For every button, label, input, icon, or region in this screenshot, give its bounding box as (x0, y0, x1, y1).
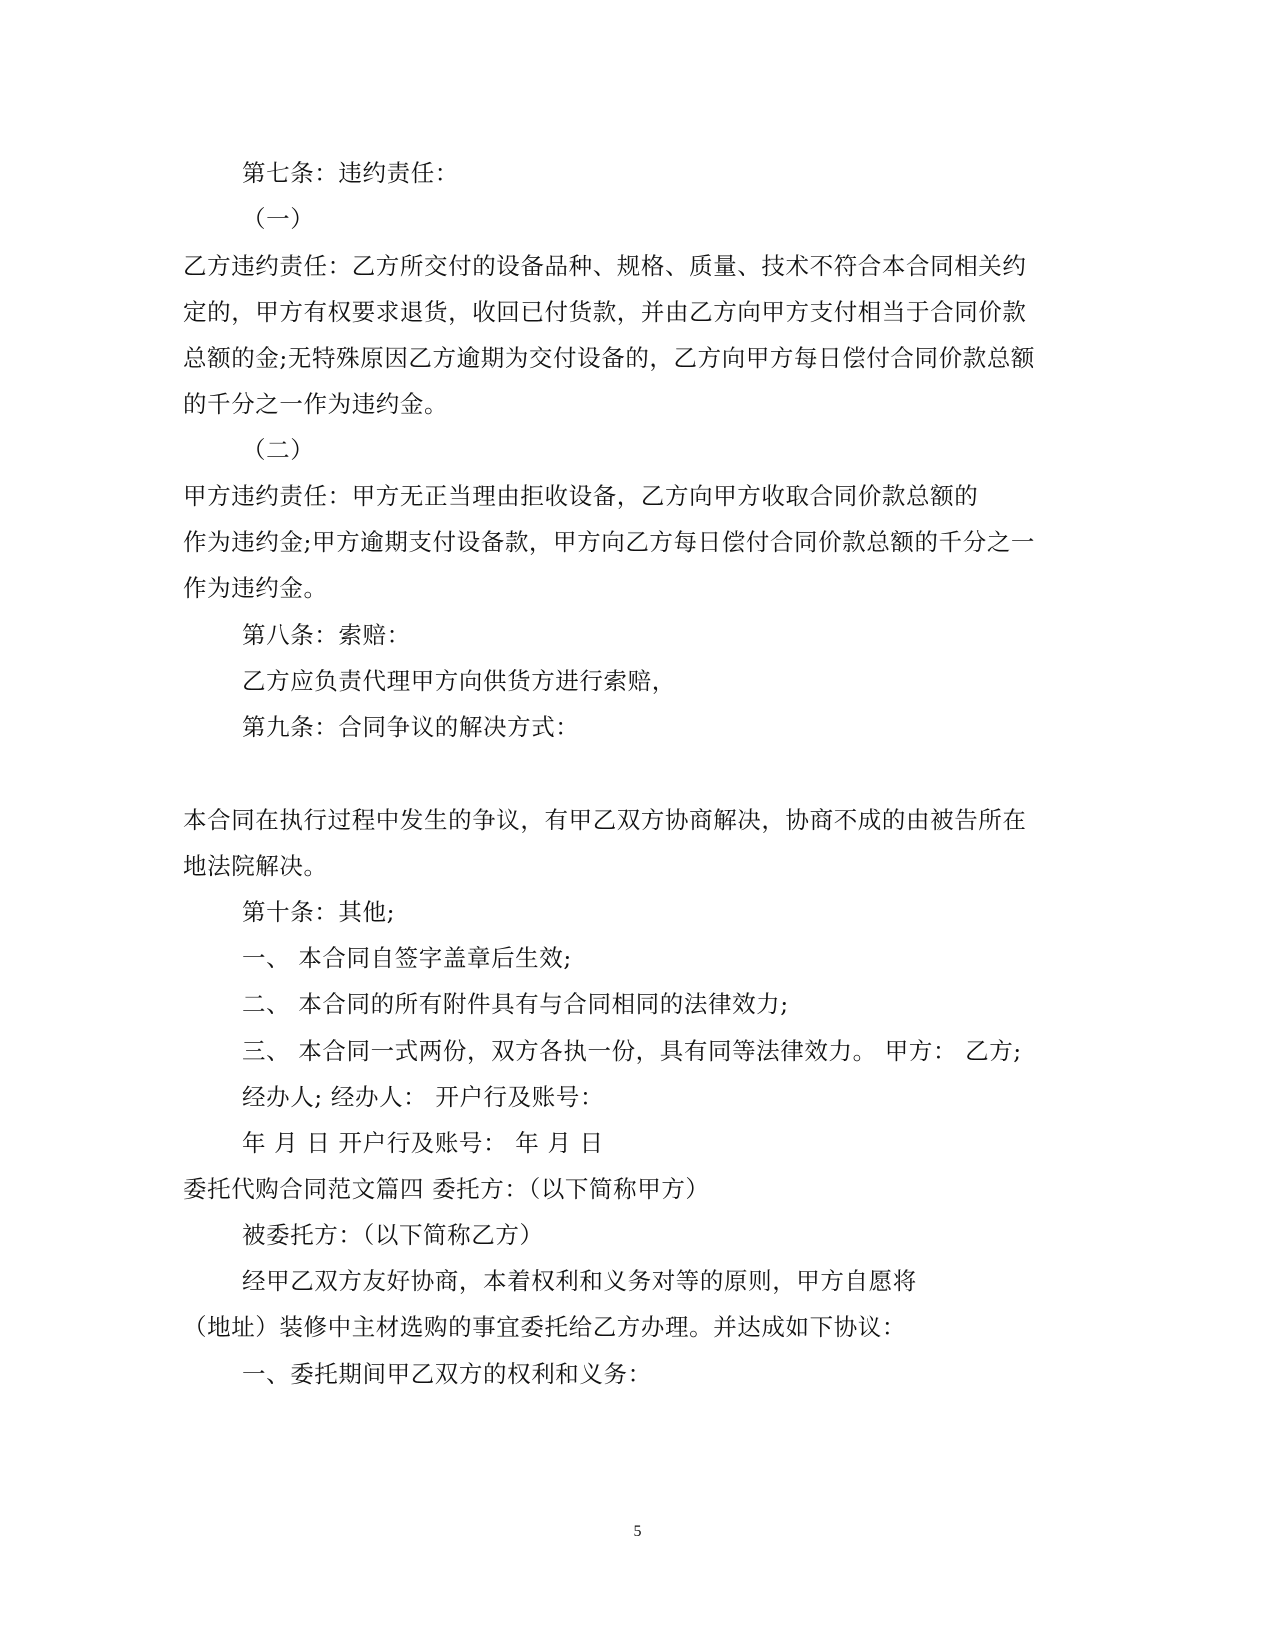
article-10-heading: 第十条：其他; (242, 898, 396, 926)
paragraph-line: 作为违约金。 (183, 574, 328, 602)
list-item: 三、 本合同一式两份，双方各执一份，具有同等法律效力。 甲方： 乙方; (242, 1037, 1022, 1065)
signature-date-line: 年 月 日 开户行及账号： 年 月 日 (242, 1129, 604, 1157)
party-line: 被委托方：（以下简称乙方） (242, 1221, 544, 1249)
list-item: 二、 本合同的所有附件具有与合同相同的法律效力; (242, 990, 789, 1018)
article-7-heading: 第七条：违约责任： (242, 159, 459, 187)
signature-line: 经办人; 经办人： 开户行及账号： (242, 1083, 605, 1111)
subsection-heading: 一、委托期间甲乙双方的权利和义务： (242, 1360, 652, 1388)
paragraph-line: 总额的金;无特殊原因乙方逾期为交付设备的，乙方向甲方每日偿付合同价款总额 (183, 344, 1036, 372)
paragraph-line: 地法院解决。 (183, 852, 328, 880)
list-item: 一、 本合同自签字盖章后生效; (242, 944, 572, 972)
paragraph-line: 乙方应负责代理甲方向供货方进行索赔， (242, 667, 676, 695)
article-8-heading: 第八条：索赔： (242, 621, 411, 649)
paragraph-line: 本合同在执行过程中发生的争议，有甲乙双方协商解决，协商不成的由被告所在 (183, 806, 1027, 834)
paragraph-line: 经甲乙双方友好协商，本着权利和义务对等的原则，甲方自愿将 (242, 1267, 917, 1295)
paragraph-line: 甲方违约责任：甲方无正当理由拒收设备，乙方向甲方收取合同价款总额的 (183, 482, 979, 510)
paragraph-line: 乙方违约责任：乙方所交付的设备品种、规格、质量、技术不符合本合同相关约 (183, 252, 1027, 280)
article-9-heading: 第九条：合同争议的解决方式： (242, 713, 580, 741)
section-title: 委托代购合同范文篇四 委托方：（以下简称甲方） (183, 1175, 710, 1203)
clause-2-marker: （二） (242, 436, 315, 464)
paragraph-line: 定的，甲方有权要求退货，收回已付货款，并由乙方向甲方支付相当于合同价款 (183, 298, 1027, 326)
page-number: 5 (633, 1523, 642, 1540)
paragraph-line: （地址）装修中主材选购的事宜委托给乙方办理。并达成如下协议： (183, 1313, 906, 1341)
clause-1-marker: （一） (242, 205, 315, 233)
paragraph-line: 作为违约金;甲方逾期支付设备款，甲方向乙方每日偿付合同价款总额的千分之一 (183, 528, 1036, 556)
paragraph-line: 的千分之一作为违约金。 (183, 390, 449, 418)
